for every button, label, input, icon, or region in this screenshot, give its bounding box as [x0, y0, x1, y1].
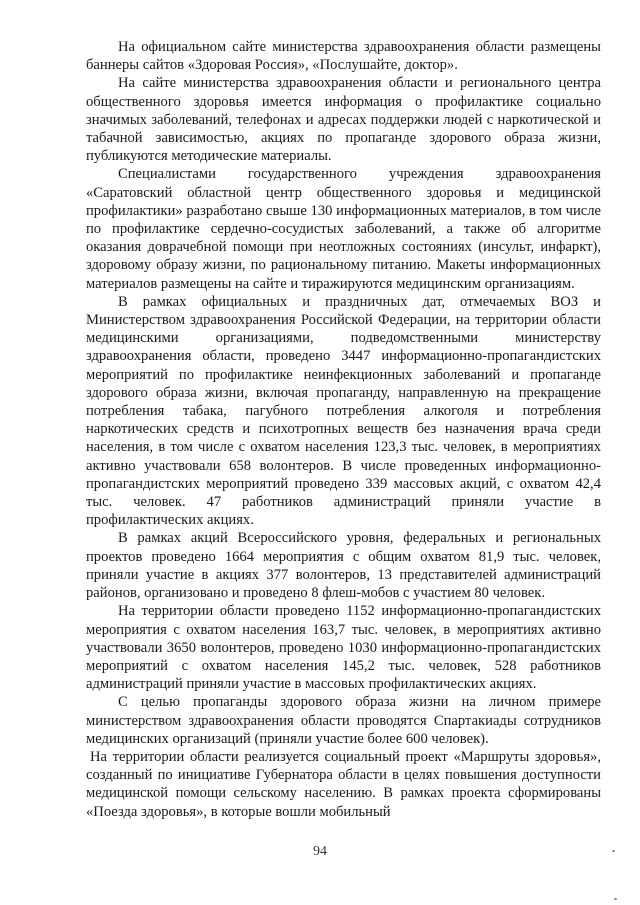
paragraph-spartakiad: С целью пропаганды здорового образа жизни на личном примере министерством здравоохранения области проводятся Спартакиады сотрудников медицинских организаций (приняли участие более 600 человек). — [86, 694, 601, 747]
paragraph-health-routes: На территории области реализуется социальный проект «Маршруты здоровья», созданный по инициативе Губернатора области в целях повышения доступности медицинской помощи сельскому населению. В рамках проекта сформированы «Поезда здоровья», в которые вошли мобильный — [86, 748, 601, 820]
paragraph-official-dates: В рамках официальных и праздничных дат, отмечаемых ВОЗ и Министерством здравоохранения Российской Федерации, на территории области медицинскими организациями, подведомственными министерству здравоохранения области, проведено 3447 информационно-пропагандистских мероприятий по профилактике неинфекционных заболеваний и пропаганде здорового образа жизни, включая пропаганду, направленную на прекращение потребления табака, пагубного потребления алкоголя и потребления наркотических средств и психотропных веществ без назначения врача среди населения, в том числе с охватом населения 123,3 тыс. человек, в мероприятиях активно участвовали 658 волонтеров. В числе проведенных информационно-пропагандистских мероприятий проведено 339 массовых акций, с охватом 42,4 тыс. человек. 47 работников администраций приняли участие в профилактических акциях. — [86, 293, 601, 529]
paragraph-website-info: На сайте министерства здравоохранения области и регионального центра общественного здоровья имеется информация о профилактике социально значимых заболеваний, телефонах и адресах поддержки людей с наркотической и табачной зависимостью, акциях по пропаганде здорового образа жизни, публикуются методические материалы. — [86, 75, 601, 165]
paragraph-all-russian-actions: В рамках акций Всероссийского уровня, федеральных и региональных проектов проведено 1664 мероприятия с общим охватом 81,9 тыс. человек, приняли участие в акциях 377 волонтеров, 13 представителей администраций районов, организовано и проведено 8 флеш-мобов с участием 80 человек. — [86, 530, 601, 602]
page-text — [86, 38, 601, 821]
paragraph-banners: На официальном сайте министерства здравоохранения области размещены баннеры сайтов «Здоровая Россия», «Послушайте, доктор». — [86, 39, 601, 74]
paragraph-info-materials: Специалистами государственного учреждения здравоохранения «Саратовский областной центр общественного здоровья и медицинской профилактики» разработано свыше 130 информационных материалов, в том числе по профилактике сердечно-сосудистых заболеваний, а также об алгоритме оказания доврачебной помощи при неотложных состояниях (инсульт, инфаркт), здоровому образу жизни, по рациональному питанию. Макеты информационных материалов размещены на сайте и тиражируются медицинским организациям. — [86, 166, 601, 292]
paragraph-regional-events: На территории области проведено 1152 информационно-пропагандистских мероприятия с охватом населения 163,7 тыс. человек, в мероприятиях активно участвовали 3650 волонтеров, проведено 1030 информационно-пропагандистских мероприятий с охватом населения 145,2 тыс. человек, 528 работников администраций приняли участие в массовых профилактических акциях. — [86, 603, 601, 693]
scan-speck — [614, 898, 617, 900]
page-number: 94 — [313, 844, 327, 859]
scan-speck — [612, 850, 615, 852]
